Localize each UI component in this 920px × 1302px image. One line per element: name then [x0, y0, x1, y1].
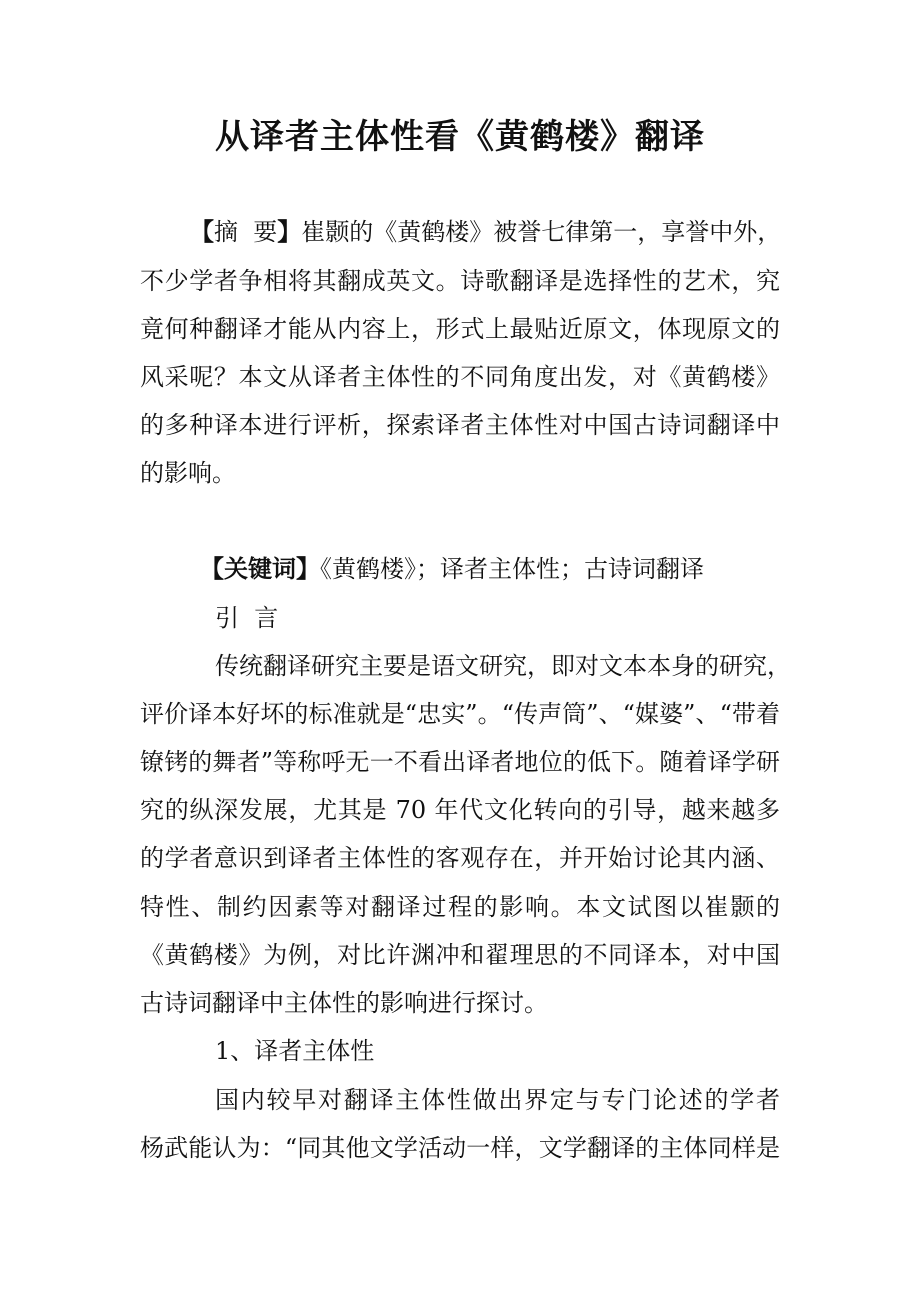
document-title: 从译者主体性看《黄鹤楼》翻译: [215, 117, 705, 157]
intro-line-7: 《黄鹤楼》为例，对比许渊冲和翟理思的不同译本，对中国: [140, 941, 780, 969]
abstract-line-3: 竟何种翻译才能从内容上，形式上最贴近原文，体现原文的: [140, 315, 780, 343]
keywords-label: 【关键词】: [200, 554, 320, 583]
abstract-text-1: 崔颢的《黄鹤楼》被誉七律第一，享誉中外，: [301, 218, 782, 246]
keywords-text: 《黄鹤楼》；译者主体性；古诗词翻译: [320, 555, 704, 583]
abstract-label: 摘 要: [214, 218, 278, 246]
section1-heading: 1、译者主体性: [215, 1037, 375, 1065]
abstract-line-1: [190, 217, 780, 247]
intro-line-8: 古诗词翻译中主体性的影响进行探讨。: [140, 989, 548, 1017]
intro-line-1: 传统翻译研究主要是语文研究，即对文本本身的研究，: [215, 652, 791, 680]
abstract-label-open: 【: [190, 217, 214, 246]
section1-line-1: 国内较早对翻译主体性做出界定与专门论述的学者: [215, 1086, 780, 1114]
abstract-line-2: 不少学者争相将其翻成英文。诗歌翻译是选择性的艺术，究: [140, 267, 780, 295]
abstract-line-5: 的多种译本进行评析，探索译者主体性对中国古诗词翻译中: [140, 411, 780, 439]
intro-line-6: 特性、制约因素等对翻译过程的影响。本文试图以崔颢的: [140, 893, 780, 921]
intro-line-5: 的学者意识到译者主体性的客观存在，并开始讨论其内涵、: [140, 844, 780, 872]
abstract-label-close: 】: [277, 217, 302, 246]
intro-heading: 引 言: [215, 604, 279, 632]
abstract-line-6: 的影响。: [140, 459, 236, 487]
section1-line-2: 杨武能认为：“同其他文学活动一样，文学翻译的主体同样是: [140, 1134, 780, 1162]
intro-line-4: 究的纵深发展，尤其是 70 年代文化转向的引导，越来越多: [140, 796, 780, 824]
intro-line-2: 评价译本好坏的标准就是“忠实”。“传声筒”、“媒婆”、“带着: [140, 700, 780, 728]
keywords-line: [200, 554, 780, 584]
intro-line-3: 镣铐的舞者”等称呼无一不看出译者地位的低下。随着译学研: [140, 748, 780, 776]
abstract-line-4: 风采呢？本文从译者主体性的不同角度出发，对《黄鹤楼》: [140, 363, 780, 391]
